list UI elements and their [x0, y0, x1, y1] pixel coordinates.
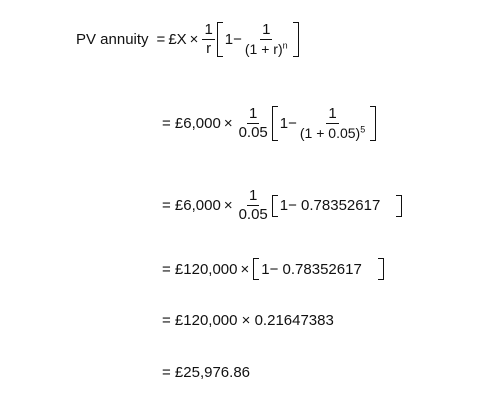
times-sign: ×: [189, 31, 199, 48]
equation-line-4: [162, 258, 385, 280]
fraction-1-over-rate: [237, 106, 270, 141]
left-bracket: [253, 258, 259, 280]
equation-line-1: [76, 22, 300, 57]
inner-denominator: $(1 + r)^n$: [244, 40, 288, 57]
fraction-numerator: 1: [249, 105, 258, 122]
bracket-content: 1− 0.78352617: [279, 197, 381, 214]
bracket-group: [272, 106, 376, 141]
one-minus: 1−: [224, 31, 242, 48]
fraction-denominator: r: [206, 40, 212, 57]
right-bracket: [293, 22, 299, 57]
one-minus: 1−: [279, 115, 297, 132]
bracket-group: [272, 195, 403, 217]
line-4-lhs: = £120,000: [162, 260, 238, 278]
fraction-numerator: 1: [204, 21, 213, 38]
fraction-numerator: 1: [249, 187, 258, 204]
fraction-denominator: 0.05: [238, 206, 268, 223]
fraction-1-over-rate: [237, 188, 270, 223]
equation-line-2: [162, 106, 377, 141]
right-bracket: [396, 195, 402, 217]
inner-fraction: [298, 106, 367, 141]
line-2-lhs: = £6,000: [162, 115, 221, 132]
amount-symbol: £X: [168, 31, 187, 48]
fraction-1-over-r: [202, 22, 214, 57]
times-sign: ×: [223, 115, 233, 132]
pv-annuity-label: PV annuity: [76, 31, 149, 48]
equation-line-6: [162, 364, 250, 381]
times-sign: ×: [240, 260, 250, 278]
line-5-text: = £120,000 × 0.21647383: [162, 312, 334, 329]
inner-fraction: [243, 22, 290, 57]
right-bracket: [378, 258, 384, 280]
bracket-group: [253, 258, 384, 280]
equals-sign: =: [156, 31, 166, 48]
left-bracket: [272, 195, 278, 217]
inner-denominator: $(1 + 0.05)^5$: [299, 124, 366, 141]
line-6-result: = £25,976.86: [162, 364, 251, 381]
bracket-group: [217, 22, 299, 57]
right-bracket: [370, 106, 376, 141]
line-3-lhs: = £6,000: [162, 197, 221, 214]
inner-numerator: 1: [262, 21, 271, 38]
exponent: n: [282, 40, 288, 51]
left-bracket: [272, 106, 278, 141]
equation-line-3: [162, 188, 403, 223]
left-bracket: [217, 22, 223, 57]
times-sign: ×: [223, 197, 233, 214]
exponent: 5: [360, 124, 366, 135]
equation-line-5: [162, 312, 334, 329]
fraction-denominator: 0.05: [238, 124, 268, 141]
bracket-content: 1− 0.78352617: [261, 260, 362, 278]
inner-numerator: 1: [328, 105, 337, 122]
